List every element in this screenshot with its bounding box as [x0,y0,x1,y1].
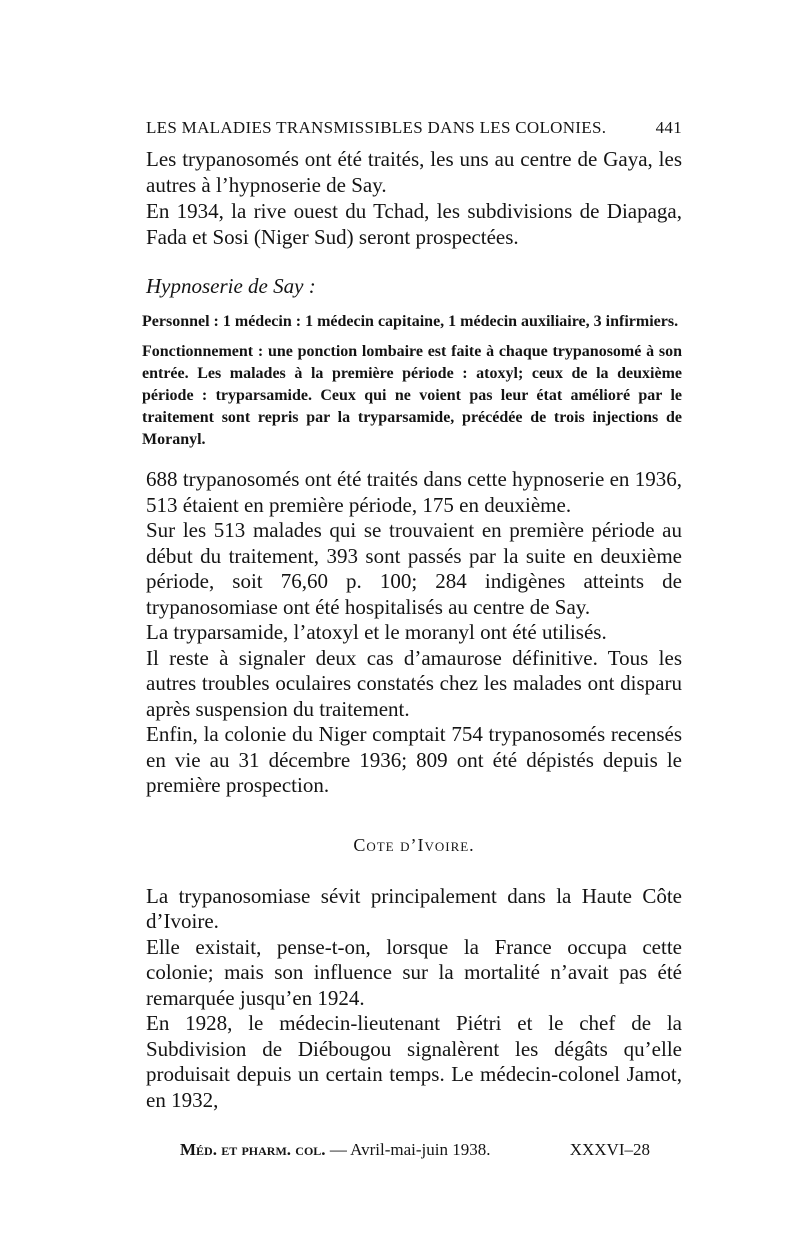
footer-issue: — Avril-mai-juin 1938. [329,1140,491,1159]
body-paragraph-4: Il reste à signaler deux cas d’amaurose définitive. Tous les autres troubles oculaires constatés chez les malades ont disparu après suspension du traitement. [146,645,682,721]
footer-volume: XXXVI–28 [569,1140,650,1159]
page [142,118,682,1113]
running-head [146,118,682,138]
body-paragraph-1: 688 trypanosomés ont été traités dans cette hypnoserie en 1936, 513 étaient en première période, 175 en deuxième. [146,467,682,517]
body-text-block [146,467,682,799]
function-note: Fonctionnement : une ponction lombaire est faite à chaque trypanosomé à son entrée. Les malades à la première période : atoxyl; ceux de la deuxième période : tryparsamide. Ceux qui ne voient pas leur état amélioré par le traitement sont repris par la tryparsamide, précédée de trois injections de Moranyl. [142,343,682,448]
section-title-hypnoserie: Hypnoserie de Say : [146,274,316,298]
page-number: 441 [655,118,682,137]
cote-paragraph-1: La trypanosomiase sévit principalement dans la Haute Côte d’Ivoire. [146,883,682,933]
cote-paragraph-3: En 1928, le médecin-lieutenant Piétri et le chef de la Subdivision de Diébougou signalèrent les dégâts qu’elle produisait depuis un certain temps. Le médecin-colonel Jamot, en 1932, [146,1011,682,1112]
cote-paragraph-2: Elle existait, pense-t-on, lorsque la France occupa cette colonie; mais son influence sur la mortalité n’avait pas été remarquée jusqu’en 1924. [146,934,682,1010]
footer-journal: Méd. et pharm. col. [180,1140,326,1159]
intro-paragraph-2: En 1934, la rive ouest du Tchad, les subdivisions de Diapaga, Fada et Sosi (Niger Sud) seront prospectées. [146,199,682,249]
body-paragraph-2: Sur les 513 malades qui se trouvaient en première période au début du traitement, 393 sont passés par la suite en deuxième période, soit 76,60 p. 100; 284 indigènes atteints de trypanosomiase ont été hospitalisés au centre de Say. [146,518,682,619]
page-footer [180,1140,650,1160]
body-paragraph-3: La tryparsamide, l’atoxyl et le moranyl ont été utilisés. [146,620,607,644]
running-head-title: LES MALADIES TRANSMISSIBLES DANS LES COLONIES. [146,118,607,137]
section-heading-cote-divoire: Cote d’Ivoire. [353,834,475,855]
cote-text-block [146,884,682,1114]
body-paragraph-5: Enfin, la colonie du Niger comptait 754 trypanosomés recensés en vie au 31 décembre 1936; 809 ont été dépistés depuis le première prospection. [146,722,682,797]
staff-note: Personnel : 1 médecin : 1 médecin capitaine, 1 médecin auxiliaire, 3 infirmiers. [142,313,679,330]
intro-paragraph-1: Les trypanosomés ont été traités, les uns au centre de Gaya, les autres à l’hypnoserie de Say. [146,147,682,197]
